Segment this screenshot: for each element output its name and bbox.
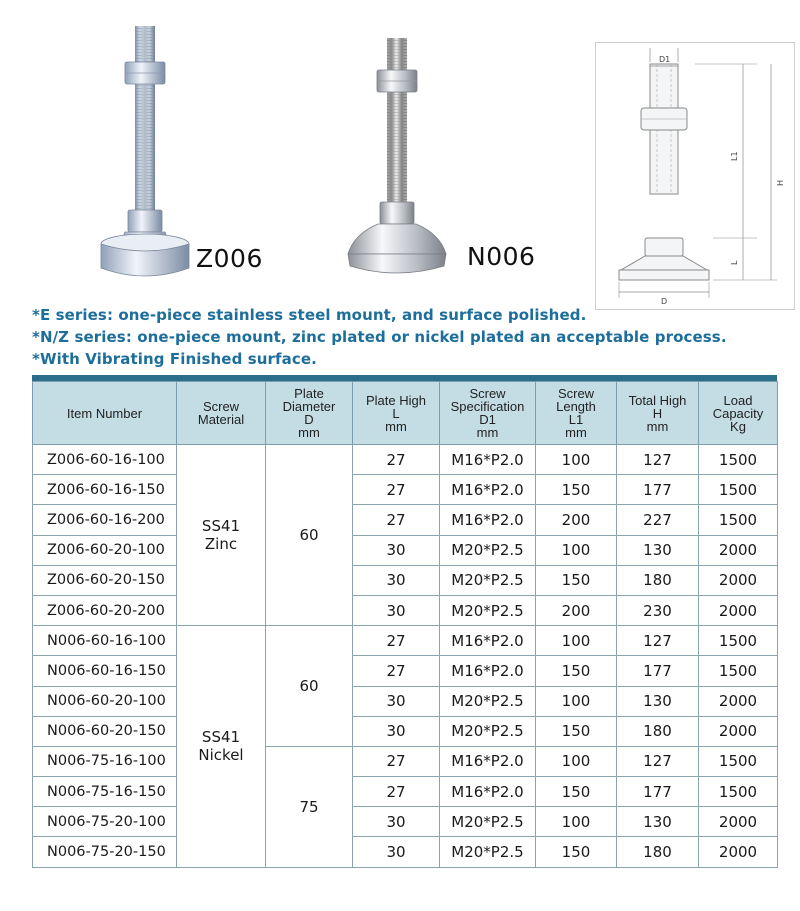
item-number-cell: Z006-60-16-150: [33, 475, 177, 505]
table-row: [33, 716, 778, 746]
load-capacity-cell: 1500: [699, 746, 778, 776]
table-row: [33, 686, 778, 716]
header-load-capacity: Load Capacity Kg: [699, 382, 778, 445]
plate-high-cell: 27: [353, 656, 440, 686]
note-nz-series: *N/Z series: one-piece mount, zinc plated or nickel plated an acceptable process.: [32, 328, 727, 346]
plate-diameter-cell: 75: [266, 746, 353, 867]
screw-spec-cell: M16*P2.0: [440, 475, 536, 505]
header-plate-high: Plate High L mm: [353, 382, 440, 445]
total-high-cell: 127: [617, 626, 699, 656]
screw-spec-cell: M20*P2.5: [440, 565, 536, 595]
item-number-cell: Z006-60-20-200: [33, 595, 177, 625]
item-number-cell: N006-60-16-100: [33, 626, 177, 656]
table-row: [33, 595, 778, 625]
load-capacity-cell: 1500: [699, 656, 778, 686]
screw-spec-cell: M16*P2.0: [440, 626, 536, 656]
screw-length-cell: 150: [536, 565, 617, 595]
header-plate-diameter: Plate Diameter D mm: [266, 382, 353, 445]
l1-dimension-label: L1: [730, 151, 739, 161]
table-row: [33, 475, 778, 505]
screw-spec-cell: M16*P2.0: [440, 445, 536, 475]
item-number-cell: N006-75-20-150: [33, 837, 177, 867]
screw-spec-cell: M16*P2.0: [440, 746, 536, 776]
item-number-cell: Z006-60-16-100: [33, 445, 177, 475]
table-row: [33, 777, 778, 807]
load-capacity-cell: 2000: [699, 535, 778, 565]
total-high-cell: 180: [617, 716, 699, 746]
screw-spec-cell: M20*P2.5: [440, 807, 536, 837]
screw-length-cell: 150: [536, 777, 617, 807]
plate-high-cell: 30: [353, 535, 440, 565]
load-capacity-cell: 2000: [699, 595, 778, 625]
total-high-cell: 227: [617, 505, 699, 535]
plate-high-cell: 27: [353, 445, 440, 475]
screw-length-cell: 200: [536, 595, 617, 625]
table-row: [33, 445, 778, 475]
screw-spec-cell: M16*P2.0: [440, 777, 536, 807]
load-capacity-cell: 2000: [699, 565, 778, 595]
screw-length-cell: 100: [536, 807, 617, 837]
item-number-cell: N006-60-20-100: [33, 686, 177, 716]
item-number-cell: N006-60-20-150: [33, 716, 177, 746]
screw-spec-cell: M20*P2.5: [440, 837, 536, 867]
plate-high-cell: 30: [353, 565, 440, 595]
table-row: [33, 807, 778, 837]
screw-spec-cell: M20*P2.5: [440, 686, 536, 716]
load-capacity-cell: 1500: [699, 445, 778, 475]
header-item-number: Item Number: [33, 382, 177, 445]
note-e-series: *E series: one-piece stainless steel mount, and surface polished.: [32, 306, 587, 324]
total-high-cell: 230: [617, 595, 699, 625]
screw-length-cell: 100: [536, 626, 617, 656]
spec-table: [32, 381, 778, 868]
screw-length-cell: 150: [536, 656, 617, 686]
total-high-cell: 127: [617, 746, 699, 776]
screw-spec-cell: M20*P2.5: [440, 595, 536, 625]
table-row: [33, 626, 778, 656]
total-high-cell: 177: [617, 777, 699, 807]
header-total-high: Total High H mm: [617, 382, 699, 445]
product-images-section: [0, 0, 800, 306]
series-notes: [32, 304, 792, 370]
table-row: [33, 505, 778, 535]
total-high-cell: 130: [617, 535, 699, 565]
screw-length-cell: 100: [536, 746, 617, 776]
item-number-cell: N006-60-16-150: [33, 656, 177, 686]
plate-high-cell: 30: [353, 807, 440, 837]
item-number-cell: N006-75-16-100: [33, 746, 177, 776]
screw-length-cell: 150: [536, 716, 617, 746]
screw-length-cell: 100: [536, 686, 617, 716]
plate-high-cell: 27: [353, 475, 440, 505]
item-number-cell: Z006-60-16-200: [33, 505, 177, 535]
screw-length-cell: 100: [536, 445, 617, 475]
load-capacity-cell: 1500: [699, 777, 778, 807]
item-number-cell: N006-75-20-100: [33, 807, 177, 837]
total-high-cell: 180: [617, 565, 699, 595]
table-row: [33, 656, 778, 686]
screw-material-nickel-cell: SS41 Nickel: [177, 626, 266, 868]
header-screw-length: Screw Length L1 mm: [536, 382, 617, 445]
load-capacity-cell: 1500: [699, 626, 778, 656]
screw-length-cell: 150: [536, 475, 617, 505]
plate-diameter-cell: 60: [266, 626, 353, 747]
plate-high-cell: 30: [353, 595, 440, 625]
screw-spec-cell: M20*P2.5: [440, 716, 536, 746]
plate-high-cell: 30: [353, 716, 440, 746]
table-row: [33, 746, 778, 776]
spec-table-container: [32, 375, 777, 868]
load-capacity-cell: 2000: [699, 807, 778, 837]
plate-high-cell: 30: [353, 686, 440, 716]
n006-product-image: [342, 34, 452, 284]
load-capacity-cell: 1500: [699, 505, 778, 535]
n006-label: N006: [467, 242, 536, 271]
item-number-cell: Z006-60-20-150: [33, 565, 177, 595]
load-capacity-cell: 1500: [699, 475, 778, 505]
screw-length-cell: 200: [536, 505, 617, 535]
table-header-row: [33, 382, 778, 445]
d1-dimension-label: D1: [659, 55, 671, 64]
dimension-diagram: [595, 42, 795, 310]
total-high-cell: 180: [617, 837, 699, 867]
header-screw-specification: Screw Specification D1 mm: [440, 382, 536, 445]
screw-length-cell: 150: [536, 837, 617, 867]
z006-label: Z006: [196, 244, 263, 273]
d-dimension-label: D: [661, 297, 668, 306]
screw-length-cell: 100: [536, 535, 617, 565]
plate-diameter-cell: 60: [266, 445, 353, 626]
table-row: [33, 535, 778, 565]
screw-spec-cell: M20*P2.5: [440, 535, 536, 565]
screw-material-zinc-cell: SS41 Zinc: [177, 445, 266, 626]
table-row: [33, 565, 778, 595]
h-dimension-label: H: [776, 179, 785, 186]
screw-spec-cell: M16*P2.0: [440, 505, 536, 535]
total-high-cell: 177: [617, 475, 699, 505]
table-row: [33, 837, 778, 867]
header-screw-material: Screw Material: [177, 382, 266, 445]
l-dimension-label: L: [730, 260, 739, 265]
note-vibrating: *With Vibrating Finished surface.: [32, 350, 317, 368]
plate-high-cell: 27: [353, 626, 440, 656]
load-capacity-cell: 2000: [699, 716, 778, 746]
item-number-cell: N006-75-16-150: [33, 777, 177, 807]
plate-high-cell: 27: [353, 505, 440, 535]
plate-high-cell: 30: [353, 837, 440, 867]
total-high-cell: 130: [617, 686, 699, 716]
z006-product-image: [95, 22, 195, 284]
load-capacity-cell: 2000: [699, 686, 778, 716]
total-high-cell: 127: [617, 445, 699, 475]
load-capacity-cell: 2000: [699, 837, 778, 867]
item-number-cell: Z006-60-20-100: [33, 535, 177, 565]
total-high-cell: 130: [617, 807, 699, 837]
plate-high-cell: 27: [353, 746, 440, 776]
plate-high-cell: 27: [353, 777, 440, 807]
screw-spec-cell: M16*P2.0: [440, 656, 536, 686]
total-high-cell: 177: [617, 656, 699, 686]
